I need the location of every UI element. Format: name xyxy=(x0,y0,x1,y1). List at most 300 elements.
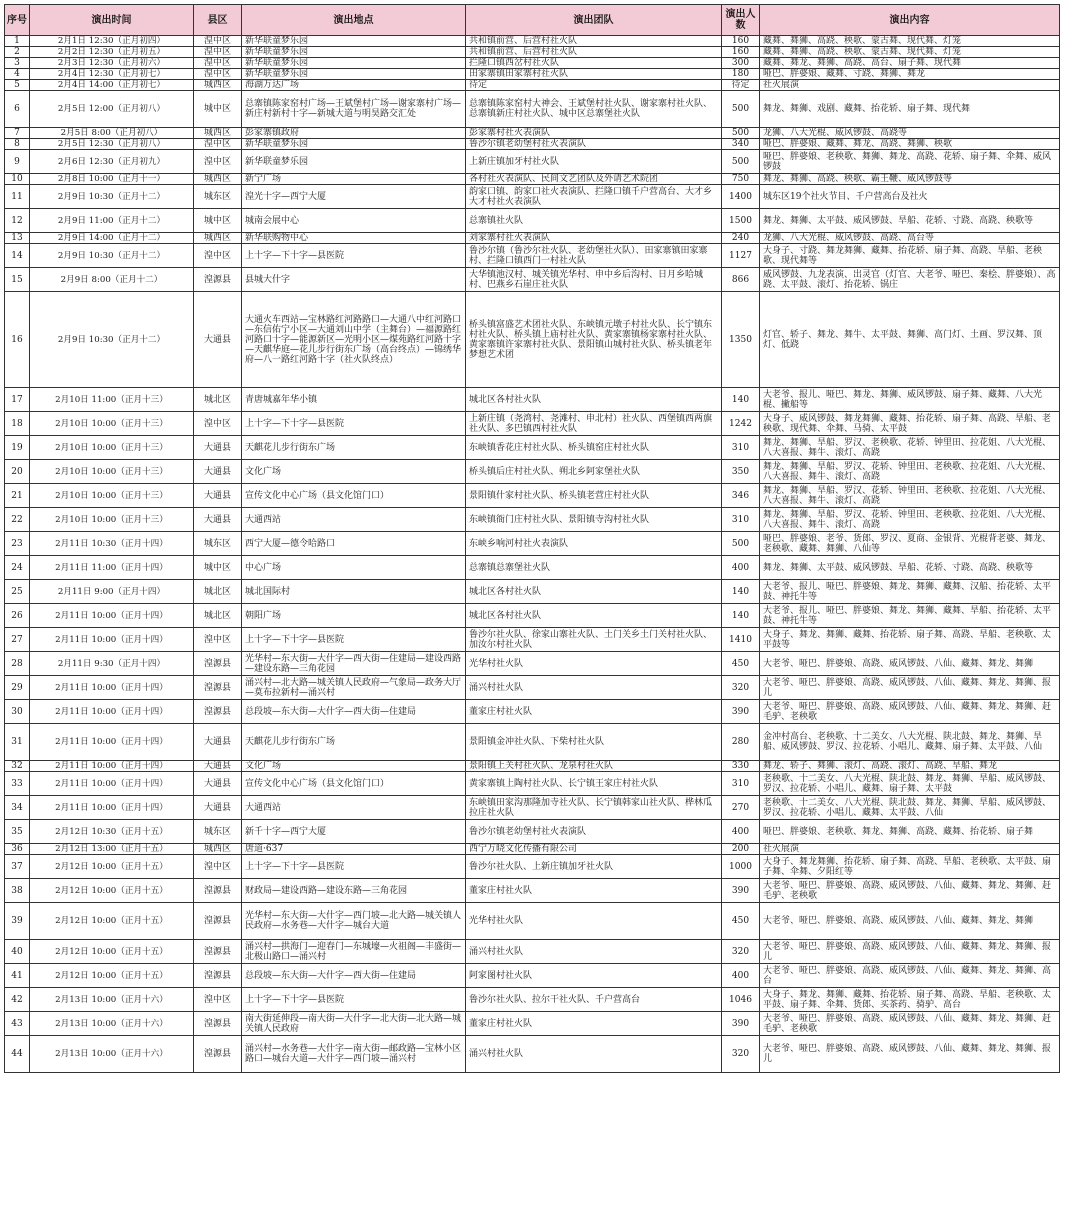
performer-count-cell: 180 xyxy=(722,69,760,80)
performer-count-cell: 500 xyxy=(722,150,760,174)
row-number-cell: 34 xyxy=(5,796,30,820)
venue-cell: 新华联童梦乐园 xyxy=(242,58,466,69)
venue-cell: 新华联购物中心 xyxy=(242,233,466,244)
table-row xyxy=(5,209,1060,233)
performer-count-cell: 350 xyxy=(722,460,760,484)
performer-count-cell: 340 xyxy=(722,139,760,150)
team-cell: 鲁沙尔社火队、拉尔干社火队、千户营高台 xyxy=(466,988,722,1012)
district-cell: 大通县 xyxy=(194,724,242,761)
performance-time-cell: 2月5日 12:00（正月初八） xyxy=(30,91,194,128)
venue-cell: 涌兴村—拱海门—迎春门—东城壕—火祖阁—丰盛街—北极山路口—涌兴村 xyxy=(242,940,466,964)
row-number-cell: 38 xyxy=(5,879,30,903)
performer-count-cell: 1350 xyxy=(722,292,760,388)
performance-time-cell: 2月11日 10:00（正月十四） xyxy=(30,772,194,796)
performance-content-cell: 老秧歌、十二美女、八大光棍、陕北鼓、舞龙、舞狮、旱船、威风锣鼓、罗汉、拉花轿、小唱儿、藏舞、扇子舞、太平鼓 xyxy=(760,772,1060,796)
performance-time-cell: 2月4日 14:00（正月初七） xyxy=(30,80,194,91)
performance-content-cell: 大身子、舞龙、舞狮、藏舞、抬花轿、扇子舞、高跷、旱船、老秧歌、太平鼓、扇子舞、伞舞、货郎、买茶药、骑驴、高台 xyxy=(760,988,1060,1012)
table-row xyxy=(5,879,1060,903)
performance-content-cell: 舞龙、舞狮、戏剧、藏舞、抬花轿、扇子舞、现代舞 xyxy=(760,91,1060,128)
row-number-cell: 43 xyxy=(5,1012,30,1036)
row-number-cell: 9 xyxy=(5,150,30,174)
district-cell: 湟中区 xyxy=(194,150,242,174)
performance-content-cell: 大老爷、哑巴、胖婆娘、高跷、威风锣鼓、八仙、藏舞、舞龙、舞狮 xyxy=(760,652,1060,676)
team-cell: 景阳镇什家村社火队、桥头镇老营庄村社火队 xyxy=(466,484,722,508)
venue-cell: 文化广场 xyxy=(242,761,466,772)
venue-cell: 新华联童梦乐园 xyxy=(242,47,466,58)
row-number-cell: 31 xyxy=(5,724,30,761)
performer-count-cell: 320 xyxy=(722,676,760,700)
venue-cell: 朝阳广场 xyxy=(242,604,466,628)
performance-content-cell: 舞龙、舞狮、旱船、罗汉、花轿、钟里田、老秧歌、拉花姐、八大光棍、八大喜报、舞牛、滚灯、高跷 xyxy=(760,484,1060,508)
venue-cell: 财政局—建设西路—建设东路—三角花园 xyxy=(242,879,466,903)
table-row xyxy=(5,724,1060,761)
performance-time-cell: 2月5日 8:00（正月初八） xyxy=(30,128,194,139)
district-cell: 湟中区 xyxy=(194,855,242,879)
row-number-cell: 10 xyxy=(5,174,30,185)
district-cell: 湟中区 xyxy=(194,139,242,150)
performance-time-cell: 2月9日 10:30（正月十二） xyxy=(30,244,194,268)
table-row xyxy=(5,80,1060,91)
row-number-cell: 14 xyxy=(5,244,30,268)
team-cell: 上新庄镇（尧湾村、尧滩村、申北村）社火队、西堡镇西两旗社火队、多巴镇西村社火队 xyxy=(466,412,722,436)
venue-cell: 新华联童梦乐园 xyxy=(242,69,466,80)
venue-cell: 总寨镇陈家窑村广场—王斌堡村广场—谢家寨村广场—新庄村新村十字—新城大道与明昊路交汇处 xyxy=(242,91,466,128)
performance-time-cell: 2月10日 11:00（正月十三） xyxy=(30,388,194,412)
performance-content-cell: 藏舞、舞龙、舞狮、高跷、高台、扇子舞、现代舞 xyxy=(760,58,1060,69)
team-cell: 景阳镇上关村社火队、龙泉村社火队 xyxy=(466,761,722,772)
team-cell: 城北区各村社火队 xyxy=(466,604,722,628)
performance-time-cell: 2月10日 10:00（正月十三） xyxy=(30,484,194,508)
performance-time-cell: 2月11日 10:00（正月十四） xyxy=(30,604,194,628)
district-cell: 城中区 xyxy=(194,556,242,580)
performance-content-cell: 大身子、舞龙、舞狮、藏舞、抬花轿、扇子舞、高跷、旱船、老秧歌、太平鼓等 xyxy=(760,628,1060,652)
team-cell: 黄家寨镇上陶村社火队、长宁镇王家庄村社火队 xyxy=(466,772,722,796)
row-number-cell: 18 xyxy=(5,412,30,436)
row-number-cell: 17 xyxy=(5,388,30,412)
performance-time-cell: 2月11日 10:00（正月十四） xyxy=(30,761,194,772)
venue-cell: 新华联童梦乐园 xyxy=(242,139,466,150)
row-number-cell: 2 xyxy=(5,47,30,58)
performance-time-cell: 2月11日 9:30（正月十四） xyxy=(30,652,194,676)
row-number-cell: 30 xyxy=(5,700,30,724)
district-cell: 湟源县 xyxy=(194,964,242,988)
performance-content-cell: 舞龙、舞狮、旱船、罗汉、花轿、钟里田、老秧歌、拉花姐、八大光棍、八大喜报、舞牛、滚灯、高跷 xyxy=(760,508,1060,532)
table-row xyxy=(5,412,1060,436)
venue-cell: 上十字—下十字—县医院 xyxy=(242,628,466,652)
district-cell: 湟中区 xyxy=(194,36,242,47)
row-number-cell: 37 xyxy=(5,855,30,879)
table-row xyxy=(5,36,1060,47)
row-number-cell: 35 xyxy=(5,820,30,844)
performance-time-cell: 2月9日 14:00（正月十二） xyxy=(30,233,194,244)
row-number-cell: 26 xyxy=(5,604,30,628)
table-row xyxy=(5,436,1060,460)
venue-cell: 天麒花儿步行街东广场 xyxy=(242,724,466,761)
performance-content-cell: 哑巴、胖婆娘、藏舞、寸跷、舞狮、舞龙 xyxy=(760,69,1060,80)
district-cell: 大通县 xyxy=(194,796,242,820)
header-row xyxy=(5,5,1060,36)
row-number-cell: 5 xyxy=(5,80,30,91)
table-row xyxy=(5,128,1060,139)
performance-time-cell: 2月13日 10:00（正月十六） xyxy=(30,1036,194,1073)
performer-count-cell: 270 xyxy=(722,796,760,820)
performer-count-cell: 400 xyxy=(722,556,760,580)
team-cell: 景阳镇金冲社火队、下柴村社火队 xyxy=(466,724,722,761)
performance-content-cell: 社火展演 xyxy=(760,844,1060,855)
performer-count-cell: 1242 xyxy=(722,412,760,436)
performer-count-cell: 320 xyxy=(722,1036,760,1073)
table-row xyxy=(5,652,1060,676)
table-body xyxy=(5,36,1060,1073)
table-row xyxy=(5,244,1060,268)
performance-time-cell: 2月10日 10:00（正月十三） xyxy=(30,412,194,436)
performance-content-cell: 舞龙、舞狮、太平鼓、威风锣鼓、旱船、花轿、寸跷、高跷、秧歌等 xyxy=(760,556,1060,580)
table-row xyxy=(5,174,1060,185)
performance-time-cell: 2月11日 10:00（正月十四） xyxy=(30,796,194,820)
performance-time-cell: 2月9日 10:30（正月十二） xyxy=(30,292,194,388)
district-cell: 湟中区 xyxy=(194,47,242,58)
row-number-cell: 13 xyxy=(5,233,30,244)
performance-time-cell: 2月5日 12:30（正月初八） xyxy=(30,139,194,150)
team-cell: 鲁沙尔镇老幼堡村社火表演队 xyxy=(466,139,722,150)
performance-time-cell: 2月4日 12:30（正月初七） xyxy=(30,69,194,80)
district-cell: 城北区 xyxy=(194,604,242,628)
venue-cell: 西宁大厦—德令哈路口 xyxy=(242,532,466,556)
table-row xyxy=(5,150,1060,174)
row-number-cell: 23 xyxy=(5,532,30,556)
row-number-cell: 16 xyxy=(5,292,30,388)
team-cell: 总寨镇陈家窑村大神会、王斌堡村社火队、谢家寨村社火队、总寨镇新庄村社火队、城中区总寨堡社火队 xyxy=(466,91,722,128)
performer-count-cell: 140 xyxy=(722,580,760,604)
venue-cell: 大通火车西站—宝林路红河路路口—大通八中红河路口—东信佑宁小区—大通刘山中学（主舞台）—福源路红河路口十字—能源新区—光明小区—煤苑路红河路十字—天麒华庭—花儿步行街东广场（高台终点）—锦绣华府—八一路红河路十字（社火队终点） xyxy=(242,292,466,388)
venue-cell: 彭家寨镇政府 xyxy=(242,128,466,139)
row-number-cell: 22 xyxy=(5,508,30,532)
table-header xyxy=(5,5,1060,36)
district-cell: 城东区 xyxy=(194,820,242,844)
team-cell: 城北区各村社火队 xyxy=(466,580,722,604)
performance-time-cell: 2月10日 10:00（正月十三） xyxy=(30,508,194,532)
venue-cell: 新华联童梦乐园 xyxy=(242,36,466,47)
district-cell: 大通县 xyxy=(194,292,242,388)
performance-content-cell: 大老爷、哑巴、胖婆娘、高跷、威风锣鼓、八仙、藏舞、舞龙、舞狮、赶毛驴、老秧歌 xyxy=(760,700,1060,724)
performer-count-cell: 300 xyxy=(722,58,760,69)
performance-time-cell: 2月9日 8:00（正月十二） xyxy=(30,268,194,292)
row-number-cell: 11 xyxy=(5,185,30,209)
performance-content-cell: 大老爷、哑巴、胖婆娘、高跷、威风锣鼓、八仙、藏舞、舞龙、舞狮、报儿 xyxy=(760,676,1060,700)
team-cell: 大华镇池汉村、城关镇光华村、申中乡后沟村、日月乡哈城村、巴燕乡石崖庄社火队 xyxy=(466,268,722,292)
performance-time-cell: 2月12日 10:00（正月十五） xyxy=(30,879,194,903)
performer-count-cell: 1000 xyxy=(722,855,760,879)
row-number-cell: 6 xyxy=(5,91,30,128)
row-number-cell: 42 xyxy=(5,988,30,1012)
venue-cell: 大通西站 xyxy=(242,508,466,532)
performance-content-cell: 哑巴、胖婆娘、老爷、货郎、罗汉、夏商、金银背、光棍背老婆、舞龙、老秧歌、藏舞、舞狮、八仙等 xyxy=(760,532,1060,556)
table-row xyxy=(5,233,1060,244)
venue-cell: 城北国际村 xyxy=(242,580,466,604)
performer-count-cell: 160 xyxy=(722,36,760,47)
district-cell: 大通县 xyxy=(194,436,242,460)
performance-time-cell: 2月1日 12:30（正月初四） xyxy=(30,36,194,47)
team-cell: 拦隆口镇西岔村社火队 xyxy=(466,58,722,69)
venue-cell: 上十字—下十字—县医院 xyxy=(242,412,466,436)
performance-time-cell: 2月12日 10:00（正月十五） xyxy=(30,940,194,964)
row-number-cell: 24 xyxy=(5,556,30,580)
performer-count-cell: 400 xyxy=(722,820,760,844)
row-number-cell: 21 xyxy=(5,484,30,508)
header-team: 演出团队 xyxy=(466,5,722,36)
district-cell: 城中区 xyxy=(194,91,242,128)
row-number-cell: 20 xyxy=(5,460,30,484)
team-cell: 光华村社火队 xyxy=(466,652,722,676)
venue-cell: 海湖万达广场 xyxy=(242,80,466,91)
venue-cell: 湟光十字—西宁大厦 xyxy=(242,185,466,209)
row-number-cell: 4 xyxy=(5,69,30,80)
team-cell: 鲁沙尔镇老幼堡村社火表演队 xyxy=(466,820,722,844)
team-cell: 桥头镇富盛艺术团社火队、东峡镇元墩子村社火队、长宁镇东村社火队、桥头镇上庙村社火队、黄家寨镇杨家寨村社火队、黄家寨镇许家寨村社火队、景阳镇山城村社火队、桥头镇老年梦想艺术团 xyxy=(466,292,722,388)
performer-count-cell: 待定 xyxy=(722,80,760,91)
table-row xyxy=(5,268,1060,292)
table-row xyxy=(5,508,1060,532)
performance-content-cell: 大老爷、报儿、哑巴、胖婆娘、舞龙、舞狮、藏舞、旱船、抬花轿、太平鼓、神托牛等 xyxy=(760,604,1060,628)
row-number-cell: 15 xyxy=(5,268,30,292)
performer-count-cell: 1127 xyxy=(722,244,760,268)
performance-content-cell: 大老爷、哑巴、胖婆娘、高跷、威风锣鼓、八仙、藏舞、舞龙、舞狮、高台 xyxy=(760,964,1060,988)
venue-cell: 总段坡—东大街—大什字—西大街—住建局 xyxy=(242,964,466,988)
row-number-cell: 40 xyxy=(5,940,30,964)
venue-cell: 涌兴村—北大路—城关镇人民政府—气象局—政务大厅—莫布拉新村—涌兴村 xyxy=(242,676,466,700)
table-row xyxy=(5,460,1060,484)
performer-count-cell: 1046 xyxy=(722,988,760,1012)
performance-time-cell: 2月12日 10:00（正月十五） xyxy=(30,964,194,988)
performer-count-cell: 390 xyxy=(722,1012,760,1036)
district-cell: 城西区 xyxy=(194,128,242,139)
table-row xyxy=(5,1012,1060,1036)
table-row xyxy=(5,796,1060,820)
table-row xyxy=(5,185,1060,209)
table-row xyxy=(5,532,1060,556)
row-number-cell: 28 xyxy=(5,652,30,676)
venue-cell: 唐道·637 xyxy=(242,844,466,855)
district-cell: 城西区 xyxy=(194,80,242,91)
table-row xyxy=(5,139,1060,150)
team-cell: 东峡乡响河村社火表演队 xyxy=(466,532,722,556)
team-cell: 东峡镇田家沟那隆加寺社火队、长宁镇韩家山社火队、桦林瓜拉庄社火队 xyxy=(466,796,722,820)
performance-content-cell: 大老爷、哑巴、胖婆娘、高跷、威风锣鼓、八仙、藏舞、舞龙、舞狮 xyxy=(760,903,1060,940)
district-cell: 大通县 xyxy=(194,460,242,484)
row-number-cell: 29 xyxy=(5,676,30,700)
table-row xyxy=(5,91,1060,128)
team-cell: 总寨镇总寨堡社火队 xyxy=(466,556,722,580)
performance-content-cell: 大老爷、哑巴、胖婆娘、高跷、威风锣鼓、八仙、藏舞、舞龙、舞狮、赶毛驴、老秧歌 xyxy=(760,879,1060,903)
performance-time-cell: 2月2日 12:30（正月初五） xyxy=(30,47,194,58)
venue-cell: 上十字—下十字—县医院 xyxy=(242,988,466,1012)
team-cell: 韵家口镇、韵家口社火表演队、拦隆口镇千户营高台、大才乡大才村社火表演队 xyxy=(466,185,722,209)
venue-cell: 南大街延伸段—南大街—大什字—北大街—北大路—城关镇人民政府 xyxy=(242,1012,466,1036)
performance-time-cell: 2月11日 10:00（正月十四） xyxy=(30,724,194,761)
performance-content-cell: 大身子、舞龙舞狮、抬花轿、扇子舞、高跷、旱船、老秧歌、太平鼓、扇子舞、伞舞、夕阳红等 xyxy=(760,855,1060,879)
team-cell: 涌兴村社火队 xyxy=(466,940,722,964)
team-cell: 东峡镇衙门庄村社火队、景阳镇寺沟村社火队 xyxy=(466,508,722,532)
team-cell: 共和镇前营、后营村社火队 xyxy=(466,47,722,58)
row-number-cell: 3 xyxy=(5,58,30,69)
header-content: 演出内容 xyxy=(760,5,1060,36)
venue-cell: 上十字—下十字—县医院 xyxy=(242,244,466,268)
performer-count-cell: 160 xyxy=(722,47,760,58)
performance-content-cell: 哑巴、胖婆娘、老秧歌、舞狮、舞龙、高跷、花轿、扇子舞、伞舞、威风锣鼓 xyxy=(760,150,1060,174)
table-row xyxy=(5,820,1060,844)
district-cell: 大通县 xyxy=(194,484,242,508)
performance-time-cell: 2月9日 11:00（正月十二） xyxy=(30,209,194,233)
district-cell: 湟源县 xyxy=(194,676,242,700)
performer-count-cell: 200 xyxy=(722,844,760,855)
performance-content-cell: 哑巴、胖婆娘、藏舞、舞龙、高跷、舞狮、秧歌 xyxy=(760,139,1060,150)
team-cell: 光华村社火队 xyxy=(466,903,722,940)
performance-content-cell: 灯官、轿子、舞龙、舞牛、太平鼓、舞狮、高门灯、土画、罗汉舞、顶灯、低跷 xyxy=(760,292,1060,388)
performance-time-cell: 2月3日 12:30（正月初六） xyxy=(30,58,194,69)
performance-time-cell: 2月11日 10:00（正月十四） xyxy=(30,628,194,652)
table-row xyxy=(5,580,1060,604)
performance-time-cell: 2月12日 10:00（正月十五） xyxy=(30,855,194,879)
team-cell: 董家庄村社火队 xyxy=(466,1012,722,1036)
performance-time-cell: 2月10日 10:00（正月十三） xyxy=(30,460,194,484)
row-number-cell: 36 xyxy=(5,844,30,855)
performer-count-cell: 750 xyxy=(722,174,760,185)
venue-cell: 大通西站 xyxy=(242,796,466,820)
performance-content-cell: 龙狮、八大光棍、威风锣鼓、高跷等 xyxy=(760,128,1060,139)
table-row xyxy=(5,700,1060,724)
table-row xyxy=(5,940,1060,964)
table-row xyxy=(5,964,1060,988)
venue-cell: 城南会展中心 xyxy=(242,209,466,233)
row-number-cell: 41 xyxy=(5,964,30,988)
performance-time-cell: 2月11日 9:00（正月十四） xyxy=(30,580,194,604)
performance-content-cell: 大身子、寸跷、舞龙舞狮、藏舞、抬花轿、扇子舞、高跷、旱船、老秧歌、现代舞等 xyxy=(760,244,1060,268)
team-cell: 阿家图村社火队 xyxy=(466,964,722,988)
table-row xyxy=(5,903,1060,940)
row-number-cell: 44 xyxy=(5,1036,30,1073)
team-cell: 鲁沙尔社火队、徐家山寨社火队、土门关乡土门关村社火队、加汝尔村社火队 xyxy=(466,628,722,652)
performance-time-cell: 2月12日 10:00（正月十五） xyxy=(30,903,194,940)
performer-count-cell: 390 xyxy=(722,879,760,903)
district-cell: 湟源县 xyxy=(194,1036,242,1073)
team-cell: 上新庄镇加牙村社火队 xyxy=(466,150,722,174)
table-row xyxy=(5,844,1060,855)
district-cell: 城东区 xyxy=(194,185,242,209)
district-cell: 城北区 xyxy=(194,388,242,412)
performer-count-cell: 310 xyxy=(722,772,760,796)
district-cell: 湟中区 xyxy=(194,244,242,268)
district-cell: 湟源县 xyxy=(194,879,242,903)
team-cell: 田家寨镇田家寨村社火队 xyxy=(466,69,722,80)
venue-cell: 宣传文化中心广场（县文化馆门口） xyxy=(242,484,466,508)
performer-count-cell: 140 xyxy=(722,604,760,628)
performance-content-cell: 大老爷、哑巴、胖婆娘、高跷、威风锣鼓、八仙、藏舞、舞龙、舞狮、报儿 xyxy=(760,940,1060,964)
district-cell: 城西区 xyxy=(194,844,242,855)
table-row xyxy=(5,58,1060,69)
header-no: 序号 xyxy=(5,5,30,36)
performance-content-cell: 龙狮、八大光棍、威风锣鼓、高跷、高台等 xyxy=(760,233,1060,244)
performance-content-cell: 城东区19个社火节目、千户营高台及社火 xyxy=(760,185,1060,209)
team-cell: 涌兴村社火队 xyxy=(466,1036,722,1073)
performance-time-cell: 2月13日 10:00（正月十六） xyxy=(30,988,194,1012)
table-row xyxy=(5,292,1060,388)
district-cell: 城西区 xyxy=(194,174,242,185)
performance-time-cell: 2月11日 11:00（正月十四） xyxy=(30,556,194,580)
district-cell: 湟源县 xyxy=(194,268,242,292)
row-number-cell: 12 xyxy=(5,209,30,233)
team-cell: 鲁沙尔社火队、上新庄镇加牙社火队 xyxy=(466,855,722,879)
table-row xyxy=(5,604,1060,628)
venue-cell: 文化广场 xyxy=(242,460,466,484)
venue-cell: 涌兴村—水务巷—大什字—南大街—邮政路—宝林小区路口—城台大道—大什字—西门坡—涌兴村 xyxy=(242,1036,466,1073)
performance-schedule-table xyxy=(4,4,1060,1073)
table-row xyxy=(5,556,1060,580)
performance-time-cell: 2月8日 10:00（正月十一） xyxy=(30,174,194,185)
performance-time-cell: 2月12日 10:30（正月十五） xyxy=(30,820,194,844)
district-cell: 城中区 xyxy=(194,209,242,233)
team-cell: 涌兴村社火队 xyxy=(466,676,722,700)
row-number-cell: 8 xyxy=(5,139,30,150)
district-cell: 湟中区 xyxy=(194,69,242,80)
row-number-cell: 19 xyxy=(5,436,30,460)
header-time: 演出时间 xyxy=(30,5,194,36)
table-row xyxy=(5,855,1060,879)
team-cell: 共和镇前营、后营村社火队 xyxy=(466,36,722,47)
team-cell: 城北区各村社火队 xyxy=(466,388,722,412)
district-cell: 大通县 xyxy=(194,772,242,796)
table-row xyxy=(5,772,1060,796)
performer-count-cell: 500 xyxy=(722,532,760,556)
table-row xyxy=(5,388,1060,412)
venue-cell: 新千十字—西宁大厦 xyxy=(242,820,466,844)
performance-content-cell: 威风锣鼓、九龙表演、出灵官（灯官、大老爷、哑巴、秦桧、胖婆娘）、高跷、太平鼓、滚灯、抬花轿、锅庄 xyxy=(760,268,1060,292)
performance-content-cell: 大身子、威风锣鼓、舞龙舞狮、藏舞、抬花轿、扇子舞、高跷、旱船、老秧歌、现代舞、伞舞、马骑、太平鼓 xyxy=(760,412,1060,436)
venue-cell: 新华联童梦乐园 xyxy=(242,150,466,174)
performance-content-cell: 舞龙、舞狮、旱船、罗汉、花轿、钟里田、老秧歌、拉花姐、八大光棍、八大喜报、舞牛、滚灯、高跷 xyxy=(760,460,1060,484)
performance-time-cell: 2月11日 10:00（正月十四） xyxy=(30,700,194,724)
performer-count-cell: 1500 xyxy=(722,209,760,233)
table-row xyxy=(5,1036,1060,1073)
venue-cell: 天麒花儿步行街东广场 xyxy=(242,436,466,460)
performer-count-cell: 390 xyxy=(722,700,760,724)
performer-count-cell: 1410 xyxy=(722,628,760,652)
team-cell: 各村社火表演队、民间文艺团队及外请艺术院团 xyxy=(466,174,722,185)
performer-count-cell: 140 xyxy=(722,388,760,412)
team-cell: 董家庄村社火队 xyxy=(466,700,722,724)
performer-count-cell: 500 xyxy=(722,128,760,139)
district-cell: 湟中区 xyxy=(194,988,242,1012)
table-row xyxy=(5,69,1060,80)
performer-count-cell: 1400 xyxy=(722,185,760,209)
performance-content-cell: 大老爷、报儿、哑巴、胖婆娘、舞龙、舞狮、藏舞、汉船、抬花轿、太平鼓、神托牛等 xyxy=(760,580,1060,604)
table-row xyxy=(5,628,1060,652)
district-cell: 大通县 xyxy=(194,761,242,772)
table-row xyxy=(5,47,1060,58)
header-count: 演出人数 xyxy=(722,5,760,36)
performance-time-cell: 2月6日 12:30（正月初九） xyxy=(30,150,194,174)
team-cell: 总寨镇社火队 xyxy=(466,209,722,233)
performance-content-cell: 社火展演 xyxy=(760,80,1060,91)
district-cell: 湟源县 xyxy=(194,940,242,964)
performer-count-cell: 310 xyxy=(722,436,760,460)
team-cell: 董家庄村社火队 xyxy=(466,879,722,903)
venue-cell: 总段坡—东大街—大什字—西大街—住建局 xyxy=(242,700,466,724)
performance-content-cell: 舞龙、舞狮、旱船、罗汉、老秧歌、花轿、钟里田、拉花姐、八大光棍、八大喜报、舞牛、滚灯、高跷 xyxy=(760,436,1060,460)
row-number-cell: 33 xyxy=(5,772,30,796)
performance-content-cell: 舞龙、舞狮、太平鼓、威风锣鼓、旱船、花轿、寸跷、高跷、秧歌等 xyxy=(760,209,1060,233)
row-number-cell: 25 xyxy=(5,580,30,604)
district-cell: 湟中区 xyxy=(194,628,242,652)
